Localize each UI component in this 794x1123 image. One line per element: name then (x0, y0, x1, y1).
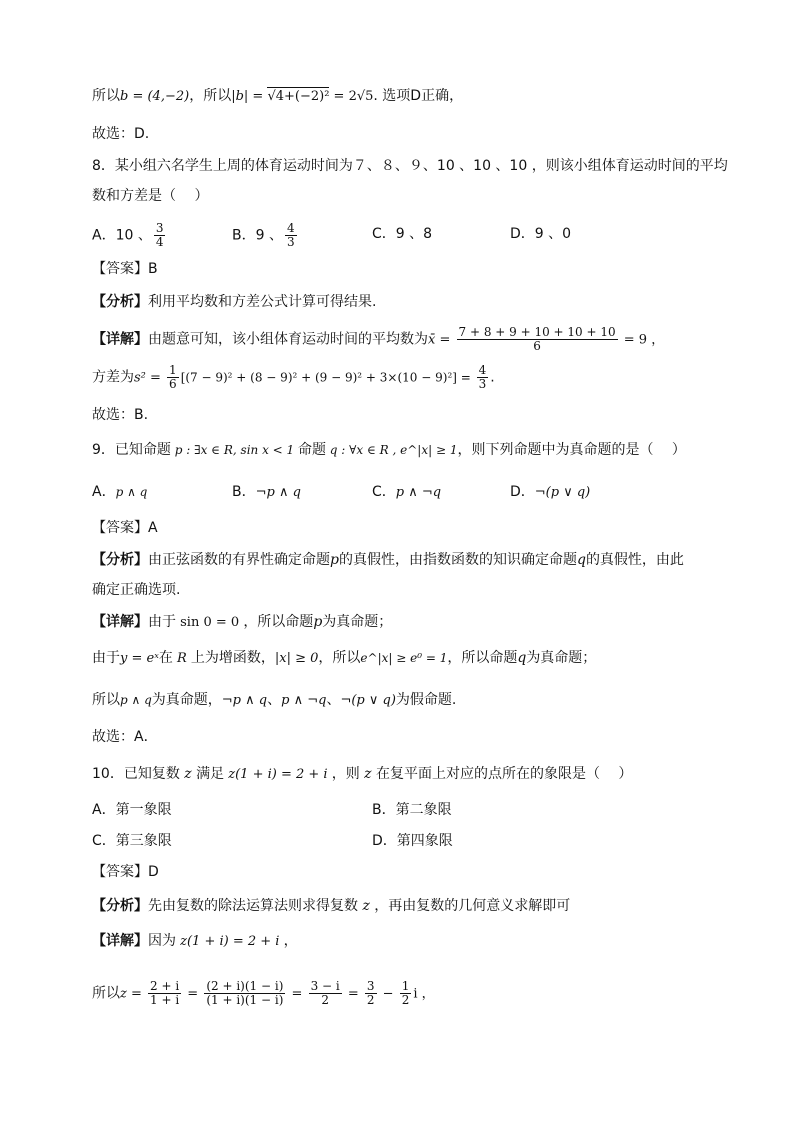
math-var: z = (120, 986, 147, 1002)
numerator: 3 (155, 221, 164, 235)
math-body: [(7 − 9)² + (8 − 9)² + (9 − 9)² + 3×(10 − 9)²] = (180, 370, 475, 385)
q8-option-a (92, 222, 167, 249)
option-label: B． (232, 484, 256, 500)
tag: 【详解】 (92, 614, 148, 630)
q9-detail-1 (92, 612, 392, 633)
fraction (204, 980, 285, 1007)
denominator: 6 (533, 339, 541, 353)
text-line (92, 86, 463, 107)
fraction (285, 222, 297, 249)
minus: − (378, 986, 398, 1002)
denominator: 2 (401, 993, 410, 1007)
text: 所以 (92, 985, 120, 1002)
math-result: = 9 ， (619, 332, 665, 348)
text: ， (283, 933, 298, 949)
q9-analysis-1 (92, 550, 684, 570)
option-label: D． (510, 484, 535, 500)
q10-detail-1 (92, 931, 298, 952)
math: z(1 + i) = 2 + i (176, 934, 284, 949)
q9-choose: 故选：A． (92, 729, 158, 745)
q8-analysis (92, 292, 376, 312)
denominator: 1 + i (150, 993, 180, 1007)
q8-stem-line1: 8．某小组六名学生上周的体育运动时间为７、８、９、10 、10 、10 ，则该小组体育运动时间的平均 (92, 158, 728, 174)
tag: 【分析】 (92, 898, 148, 914)
q10-answer: 【答案】D (92, 864, 159, 880)
denominator: 6 (169, 377, 177, 391)
q9-option-c (372, 482, 441, 503)
math-prop-p: p : ∃x ∈ R, sin x < 1 (170, 443, 298, 457)
text: 上为增函数， (190, 650, 275, 666)
text: ，所以命题 (243, 614, 314, 630)
text: 为真命题， (151, 692, 222, 708)
equals: = (183, 986, 203, 1002)
fraction (309, 980, 342, 1007)
math-abs: |b| = (231, 89, 268, 104)
q10-stem (92, 764, 632, 785)
option-label: C． (372, 484, 396, 500)
math: p ∧ q (120, 693, 152, 707)
text: 、 (267, 692, 282, 708)
text: 利用平均数和方差公式计算可得结果. (148, 294, 377, 310)
option-label: A．10 、 (92, 227, 152, 244)
denominator: 3 (478, 377, 487, 391)
text: 由正弦函数的有界性确定命题 (148, 552, 330, 568)
text: 、 (326, 692, 341, 708)
math-var: q (576, 552, 586, 568)
numerator: 7 + 8 + 9 + 10 + 10 + 10 (458, 325, 616, 339)
math: p ∧ ¬q (395, 485, 442, 500)
text: . 选项D正确， (373, 88, 464, 104)
numerator: 1 (169, 363, 177, 377)
math: ¬p ∧ q (255, 485, 301, 500)
text: ，则 (331, 766, 360, 782)
math-var: z (358, 898, 375, 914)
fraction (148, 980, 181, 1007)
q9-detail-3 (92, 690, 456, 711)
text: 10．已知复数 (92, 766, 180, 782)
q10-detail-2 (92, 980, 435, 1007)
text: 方差为 (92, 369, 134, 386)
choose-line: 故选：D. (92, 126, 150, 142)
q9-option-d (510, 482, 590, 503)
tag: 【详解】 (92, 331, 148, 348)
text: 由于 (92, 650, 120, 666)
math: R (172, 651, 191, 666)
math-result: = 2√5 (329, 89, 374, 104)
denominator: 2 (321, 993, 329, 1007)
math-mean: x̄ = (428, 332, 455, 348)
tag: 【详解】 (92, 933, 148, 949)
q10-option-a: A．第一象限 (92, 802, 172, 818)
q8-choose: 故选：B. (92, 407, 149, 423)
q9-answer: 【答案】A (92, 520, 158, 536)
text: ，所以 (189, 88, 232, 104)
text: 的真假性，由此 (585, 552, 684, 568)
numerator: 4 (286, 221, 295, 235)
text: 满足 (196, 766, 225, 782)
q10-analysis (92, 896, 570, 916)
math: sin 0 = 0 (176, 615, 244, 630)
q8-variance (92, 364, 495, 391)
text: 的真假性，由指数函数的知识确定命题 (338, 552, 577, 568)
tag: 【分析】 (92, 552, 148, 568)
text: ，再由复数的几何意义求解即可 (374, 898, 571, 914)
option-label: B．9 、 (232, 227, 283, 244)
tag: 【分析】 (92, 294, 148, 310)
denominator: 2 (366, 993, 375, 1007)
denominator: 4 (155, 235, 164, 249)
math: ¬p ∧ q (221, 693, 268, 708)
q10-option-d: D．第四象限 (372, 833, 453, 849)
denominator: 3 (286, 235, 295, 249)
q8-option-c: C．9 、8 (372, 226, 433, 242)
q9-option-b (232, 482, 301, 503)
numerator: 4 (478, 363, 487, 377)
text: 由题意可知，该小组体育运动时间的平均数为 (148, 331, 428, 348)
text: 所以 (92, 88, 120, 104)
math-var: q (517, 650, 527, 666)
math: ¬(p ∨ q) (340, 693, 396, 708)
math-var: p (330, 552, 339, 568)
math-var: z (179, 766, 197, 782)
equals: = (287, 986, 307, 1002)
q8-detail (92, 326, 664, 353)
q10-option-b: B．第二象限 (372, 802, 452, 818)
text: 为真命题； (526, 650, 597, 666)
q9-detail-2 (92, 648, 596, 669)
fraction (457, 326, 618, 353)
math: z(1 + i) = 2 + i (224, 767, 332, 782)
text: 为假命题. (395, 692, 457, 708)
math-prop-q: q : ∀x ∈ R , e^|x| ≥ 1 (325, 443, 458, 457)
text: 在复平面上对应的点所在的象限是（ ） (375, 766, 633, 782)
math: e^|x| ≥ e⁰ = 1 (360, 651, 448, 665)
q9-option-a (92, 482, 147, 502)
math: p ∧ q (115, 485, 148, 499)
numerator: 3 − i (310, 979, 340, 993)
fraction (477, 364, 489, 391)
numerator: (2 + i)(1 − i) (206, 979, 284, 993)
fraction (400, 980, 412, 1007)
text: 9．已知命题 (92, 442, 171, 458)
denominator: (1 + i)(1 − i) (206, 993, 284, 1007)
fraction (365, 980, 377, 1007)
text: 由于 (148, 614, 176, 630)
math-var: p (313, 614, 323, 630)
math: ¬(p ∨ q) (534, 485, 591, 500)
q8-option-b (232, 222, 299, 249)
equals: = (343, 986, 363, 1002)
q9-analysis-2: 确定正确选项. (92, 582, 181, 598)
q10-option-c: C．第三象限 (92, 833, 172, 849)
fraction (167, 364, 179, 391)
math: p ∧ ¬q (281, 693, 327, 708)
math-variance: s² = (134, 370, 166, 386)
fraction (154, 222, 166, 249)
q8-option-d: D．9 、0 (510, 226, 572, 242)
q8-stem-line2: 数和方差是（ ） (92, 188, 209, 204)
text: 因为 (148, 933, 176, 949)
text: 为真命题； (322, 614, 393, 630)
text: 先由复数的除法运算法则求得复数 (148, 898, 358, 914)
math: y = eˣ (120, 651, 159, 666)
math: |x| ≥ 0 (274, 651, 319, 666)
text: 在 (158, 650, 173, 666)
text: ，所以 (318, 650, 361, 666)
q8-answer: 【答案】B (92, 261, 158, 277)
text: ，所以命题 (447, 650, 518, 666)
text: 所以 (92, 692, 120, 708)
math-sqrt: √4+(−2)² (267, 89, 330, 104)
numerator: 2 + i (150, 979, 180, 993)
text: ，则下列命题中为真命题的是（ ） (457, 442, 686, 458)
math-vector-b: b = (4,−2) (120, 89, 190, 104)
numerator: 1 (401, 979, 410, 993)
text: 命题 (297, 442, 326, 458)
numerator: 3 (366, 979, 375, 993)
math-var: z (359, 766, 376, 782)
option-label: A． (92, 484, 116, 500)
math: i ， (413, 986, 435, 1002)
q9-stem (92, 440, 686, 460)
text: . (490, 369, 495, 386)
